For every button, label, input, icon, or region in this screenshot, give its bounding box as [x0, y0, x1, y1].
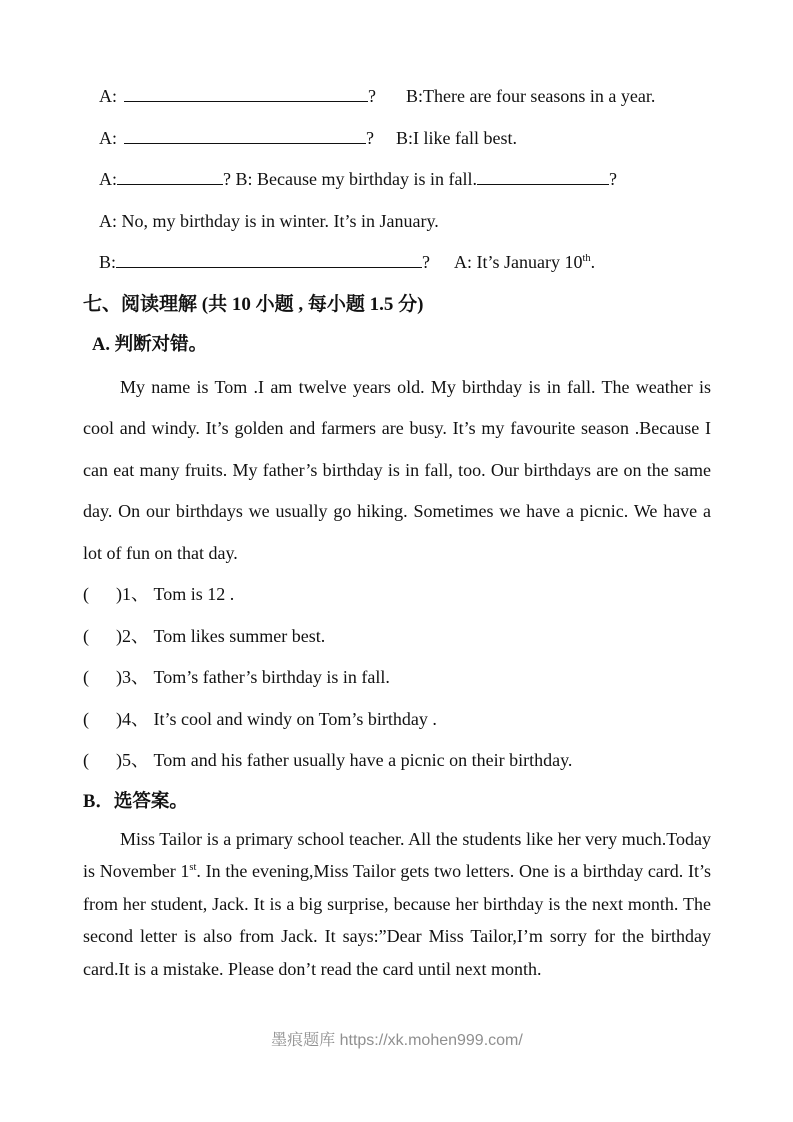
speaker-b-text: ? B: Because my birthday is in fall.	[223, 169, 477, 189]
dialogue-section	[83, 76, 711, 284]
speaker-b-text: B:There are four seasons in a year.	[406, 86, 656, 106]
true-false-item: ( )2、 Tom likes summer best.	[83, 625, 326, 646]
dialogue-line-3	[83, 159, 711, 201]
dialogue-line-4	[83, 201, 711, 243]
true-false-item: ( )1、 Tom is 12 .	[83, 584, 235, 604]
dialogue-line-1	[83, 76, 711, 118]
part-b-label: B．选答案。	[83, 791, 188, 812]
question-mark: ?	[366, 127, 374, 148]
ordinal-superscript: st	[189, 862, 197, 874]
question-mark: ?	[422, 252, 431, 272]
speaker-a-label: A:	[99, 169, 117, 189]
passage-b	[83, 823, 711, 985]
section-seven-title: 七、阅读理解 (共 10 小题 , 每小题 1.5 分)	[83, 293, 424, 315]
watermark-footer: 墨痕题库 https://xk.mohen999.com/	[271, 1032, 523, 1050]
true-false-list	[83, 574, 711, 782]
speaker-a-text: A: No, my birthday is in winter. It’s in January.	[99, 210, 439, 231]
speaker-b-text: B:I like fall best.	[396, 127, 517, 148]
answer-blank	[124, 124, 366, 144]
true-false-item: ( )4、 It’s cool and windy on Tom’s birthday .	[83, 708, 437, 729]
question-mark: ?	[368, 86, 376, 106]
answer-blank	[477, 165, 609, 185]
speaker-a-label: A:	[99, 86, 117, 106]
answer-blank	[124, 82, 368, 102]
true-false-item: ( )5、 Tom and his father usually have a picnic on their birthday.	[83, 750, 573, 770]
dialogue-line-5	[83, 242, 711, 284]
passage-b-text-2: . In the evening,Miss Tailor gets two letters. One is a birthday card. It’s from her student, Jack. It is a big surprise, because her birthday is the next month. The second letter is also from Jack. It says:”Dear Miss Tailor,I’m sorry for the birthday card.It is a mistake. Please don’t read the card until next month.	[83, 861, 712, 979]
speaker-a-label: A:	[99, 127, 117, 148]
passage-b-text-1: Miss Tailor is a primary school teacher. All the students like her very much.Today is November 1	[83, 829, 711, 882]
speaker-b-label: B:	[99, 252, 117, 272]
passage-a: My name is Tom .I am twelve years old. My birthday is in fall. The weather is cool and windy. It’s golden and farmers are busy. It’s my favourite season .Because I can eat many fruits. My father’s birthday is in fall, too. Our birthdays are on the same day. On our birthdays we usually go hiking. Sometimes we have a picnic. We have a lot of fun on that day.	[83, 376, 711, 563]
question-mark: ?	[608, 169, 617, 189]
ordinal-superscript: th	[582, 253, 591, 264]
part-a-label: A. 判断对错。	[92, 335, 208, 355]
true-false-item: ( )3、 Tom’s father’s birthday is in fall.	[83, 667, 390, 687]
dialogue-line-2	[83, 118, 711, 160]
speaker-a-text: A: It’s January 10	[454, 252, 583, 272]
answer-blank	[116, 248, 422, 268]
answer-blank	[117, 165, 223, 185]
sentence-period: .	[590, 252, 596, 272]
